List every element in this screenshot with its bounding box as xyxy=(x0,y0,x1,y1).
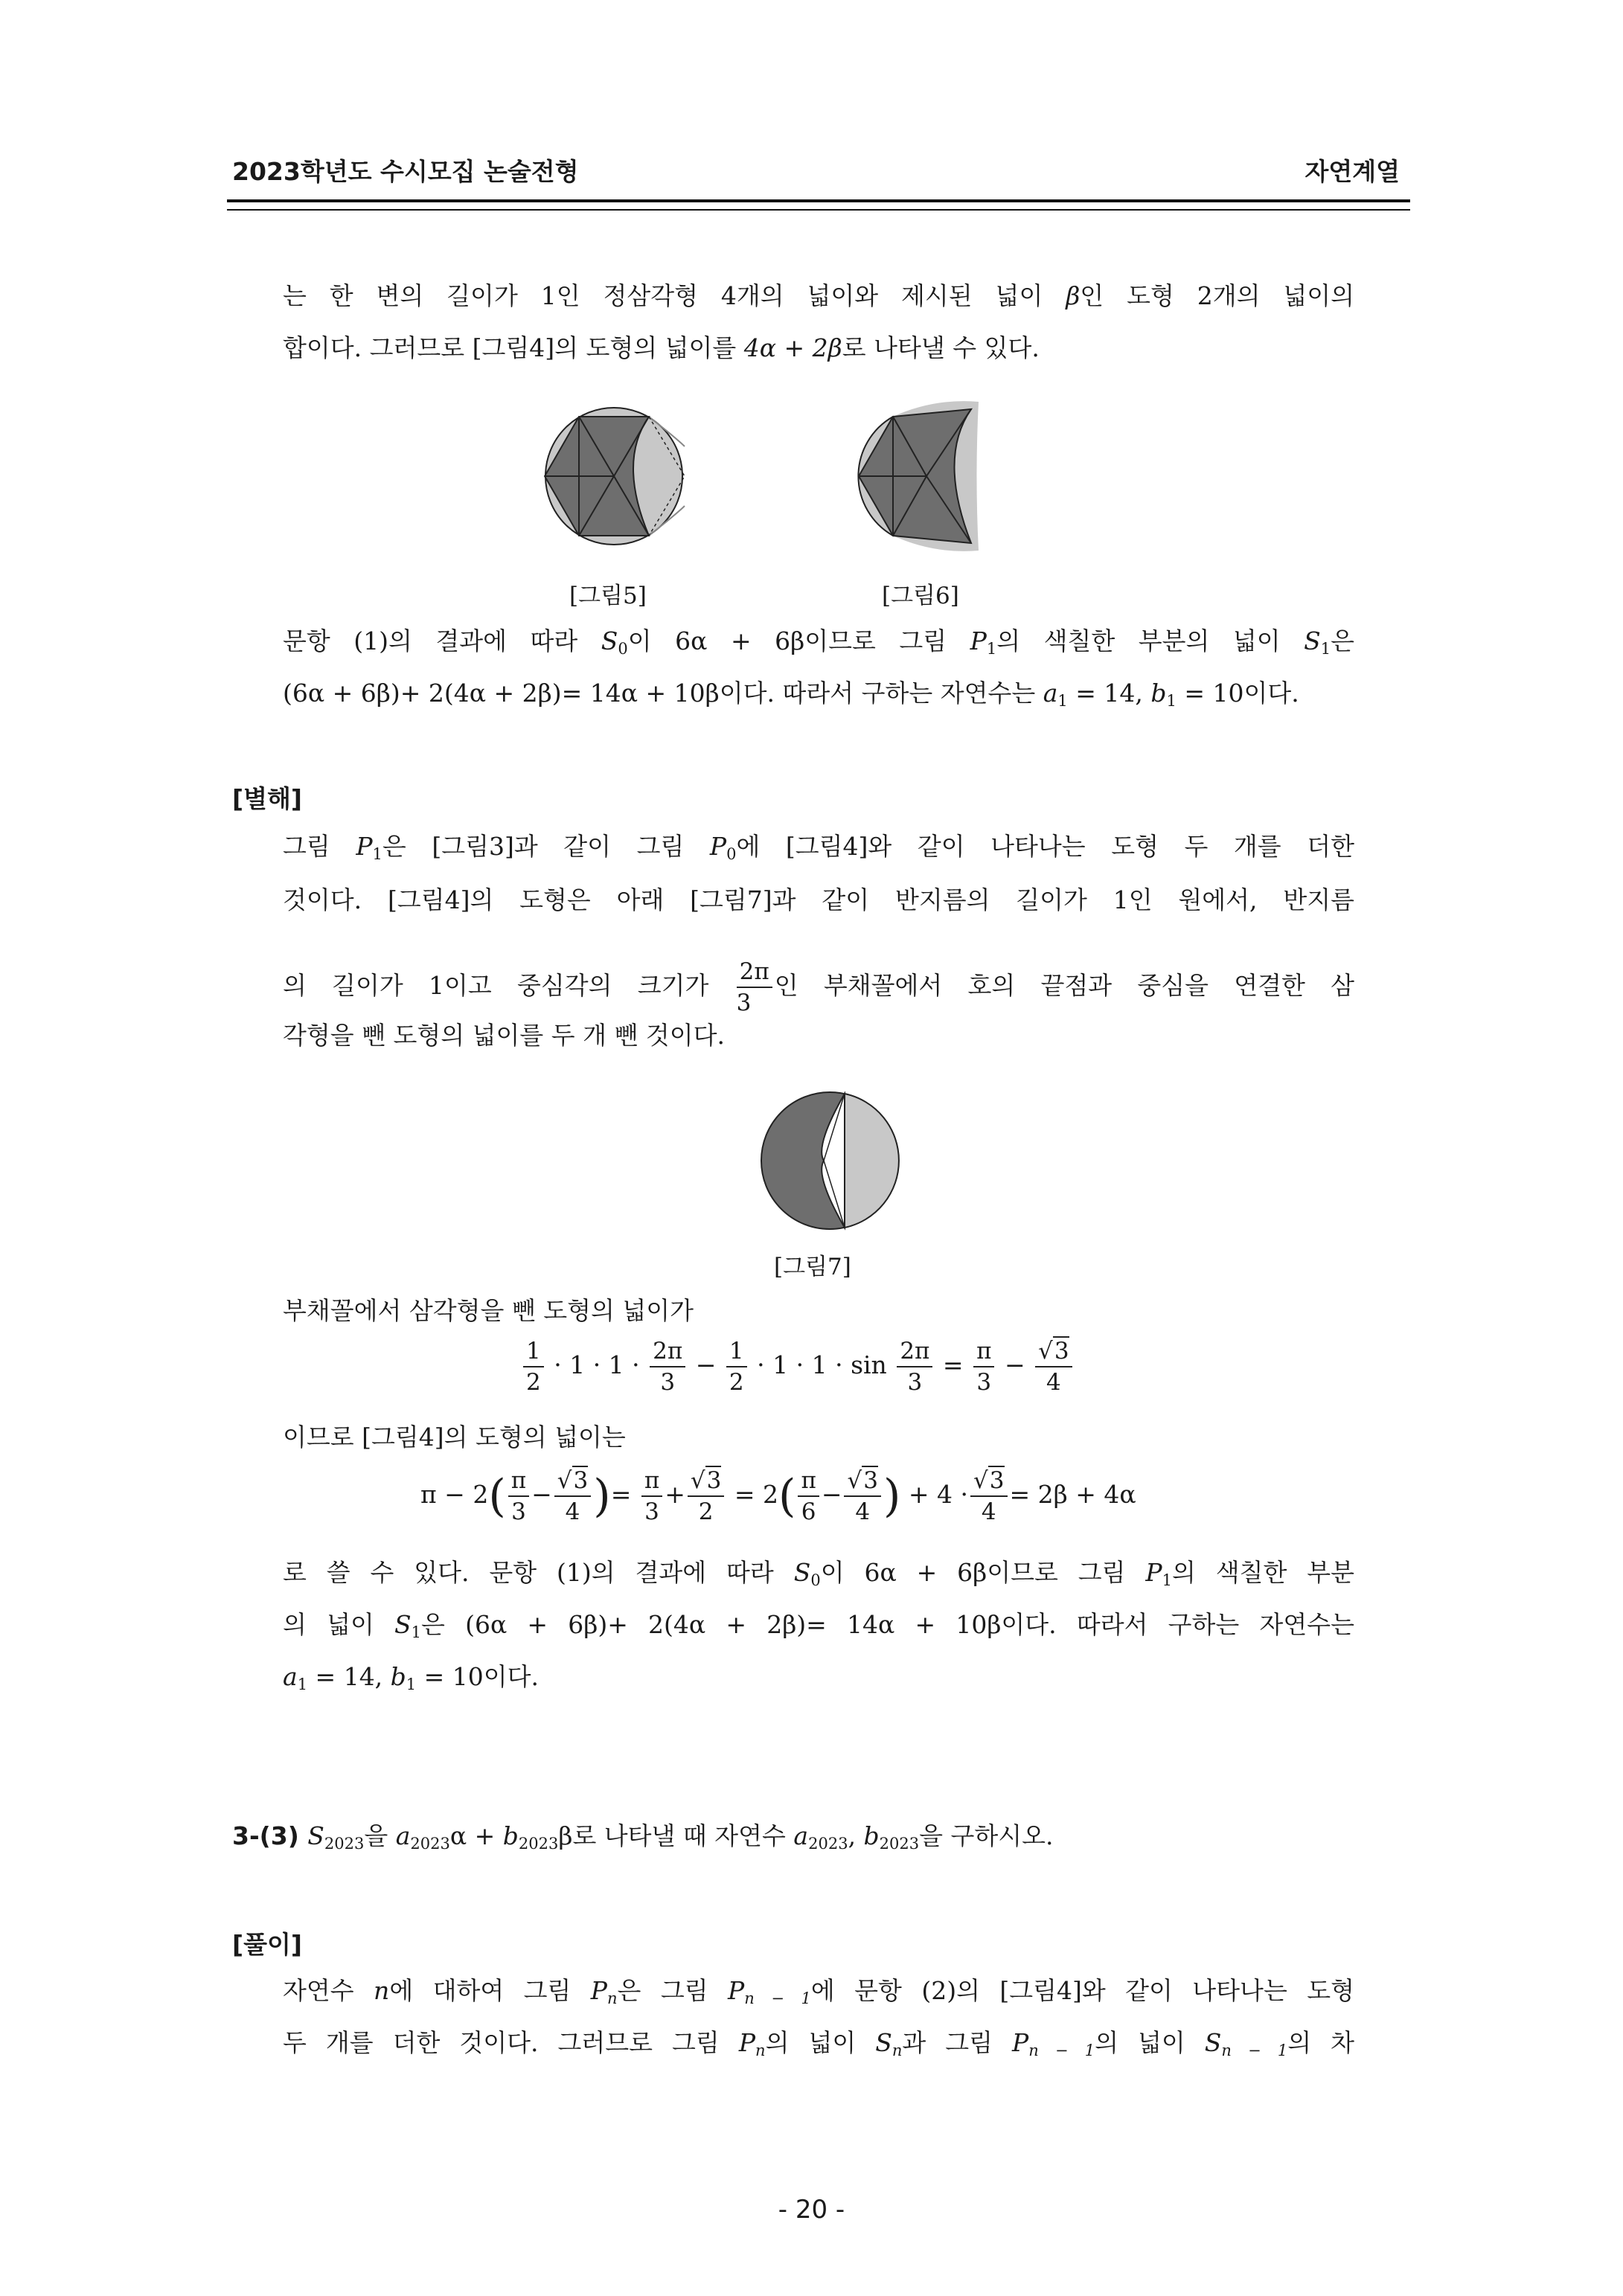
alt-line1: 그림 $P_1$은 [그림3]과 같이 그림 $P_0$에 [그림4]와 같이 나타나는 도형 두 개를 더한 xyxy=(283,832,1354,863)
para2-line2: (6α + 6β)+ 2(4α + 2β)= 14α + 10β이다. 따라서 구하는 자연수는 $a_1 = 14$, $b_1 = 10$이다. xyxy=(283,679,1299,710)
solution-line1: 자연수 n에 대하여 그림 $P_n$은 그림 $P_{n - 1}$에 문항 (2)의 [그림4]와 같이 나타나는 도형 xyxy=(283,1976,1354,2007)
header-category: 자연계열 xyxy=(1305,157,1400,186)
header-rule xyxy=(227,199,1410,202)
alt-line2: 것이다. [그림4]의 도형은 아래 [그림7]과 같이 반지름의 길이가 1인 원에서, 반지름 xyxy=(283,885,1354,914)
figure-7-caption: [그림7] xyxy=(774,1254,851,1280)
page-number: - 20 - xyxy=(778,2195,845,2225)
alt-line4: 각형을 뺀 도형의 넓이를 두 개 뺀 것이다. xyxy=(283,1021,725,1050)
question-3-3: 3-(3) $S_{2023}$을 $a_{2023}\alpha + b_{2023}\beta$로 나타낼 때 자연수 $a_{2023}$, $b_{2023}$을 구하시오. xyxy=(232,1821,1054,1853)
alt-line5: 부채꼴에서 삼각형을 뺀 도형의 넓이가 xyxy=(283,1296,694,1325)
equation-sector-area: $\frac{1}{2}$ · 1 · 1 · $\frac{2\pi}{3}$ − $\frac{1}{2}$ · 1 · 1 · sin $\frac{2\pi}{3}$ = $\frac{\pi}{3}$ − $\frac{√3}{4}$ xyxy=(521,1336,1075,1397)
alt-line3: 의 길이가 1이고 중심각의 크기가 $\frac{2\pi}{3}$ 인 부채꼴에서 호의 끝점과 중심을 연결한 삼 xyxy=(283,958,1354,1016)
header-rule-thin xyxy=(227,209,1410,211)
solution-line2: 두 개를 더한 것이다. 그러므로 그림 $P_n$의 넓이 $S_n$과 그림 $P_{n - 1}$의 넓이 $S_{n - 1}$의 차 xyxy=(283,2028,1355,2059)
alt-line9: $a_1 = 14$, $b_1 = 10$이다. xyxy=(283,1662,540,1693)
section-solution: [풀이] xyxy=(232,1930,302,1959)
figure-7 xyxy=(755,1086,904,1235)
alt-line7: 로 쓸 수 있다. 문항 (1)의 결과에 따라 $S_0$이 6α + 6β이므로 그림 $P_1$의 색칠한 부분 xyxy=(283,1558,1354,1589)
alt-line8: 의 넓이 $S_1$은 (6α + 6β)+ 2(4α + 2β)= 14α + 10β이다. 따라서 구하는 자연수는 xyxy=(283,1610,1355,1641)
header-title: 2023학년도 수시모집 논술전형 xyxy=(232,157,579,186)
para2-line1: 문항 (1)의 결과에 따라 $S_0$이 6α + 6β이므로 그림 $P_1$의 색칠한 부분의 넓이 $S_1$은 xyxy=(283,626,1354,658)
figure-6 xyxy=(848,398,1027,562)
para1-line2: 합이다. 그러므로 [그림4]의 도형의 넓이를 4α + 2β로 나타낼 수 있다. xyxy=(283,333,1040,362)
figure-5-caption: [그림5] xyxy=(569,583,647,609)
para1-line1: 는 한 변의 길이가 1인 정삼각형 4개의 넓이와 제시된 넓이 β인 도형 2개의 넓이의 xyxy=(283,281,1354,310)
alt-line6: 이므로 [그림4]의 도형의 넓이는 xyxy=(283,1423,626,1452)
equation-figure4-area: π − 2( $\frac{\pi}{3}$ − $\frac{√3}{4}$ )= $\frac{\pi}{3}$ + $\frac{√3}{2}$ = 2( $\frac{\pi}{6}$ − $\frac{√3}{4}$ ) + 4 · $\frac{√3}{4}$ = 2β + 4α xyxy=(420,1467,1136,1525)
figure-6-caption: [그림6] xyxy=(882,583,959,609)
figure-5 xyxy=(536,398,714,562)
section-alt-solution: [별해] xyxy=(232,784,302,813)
